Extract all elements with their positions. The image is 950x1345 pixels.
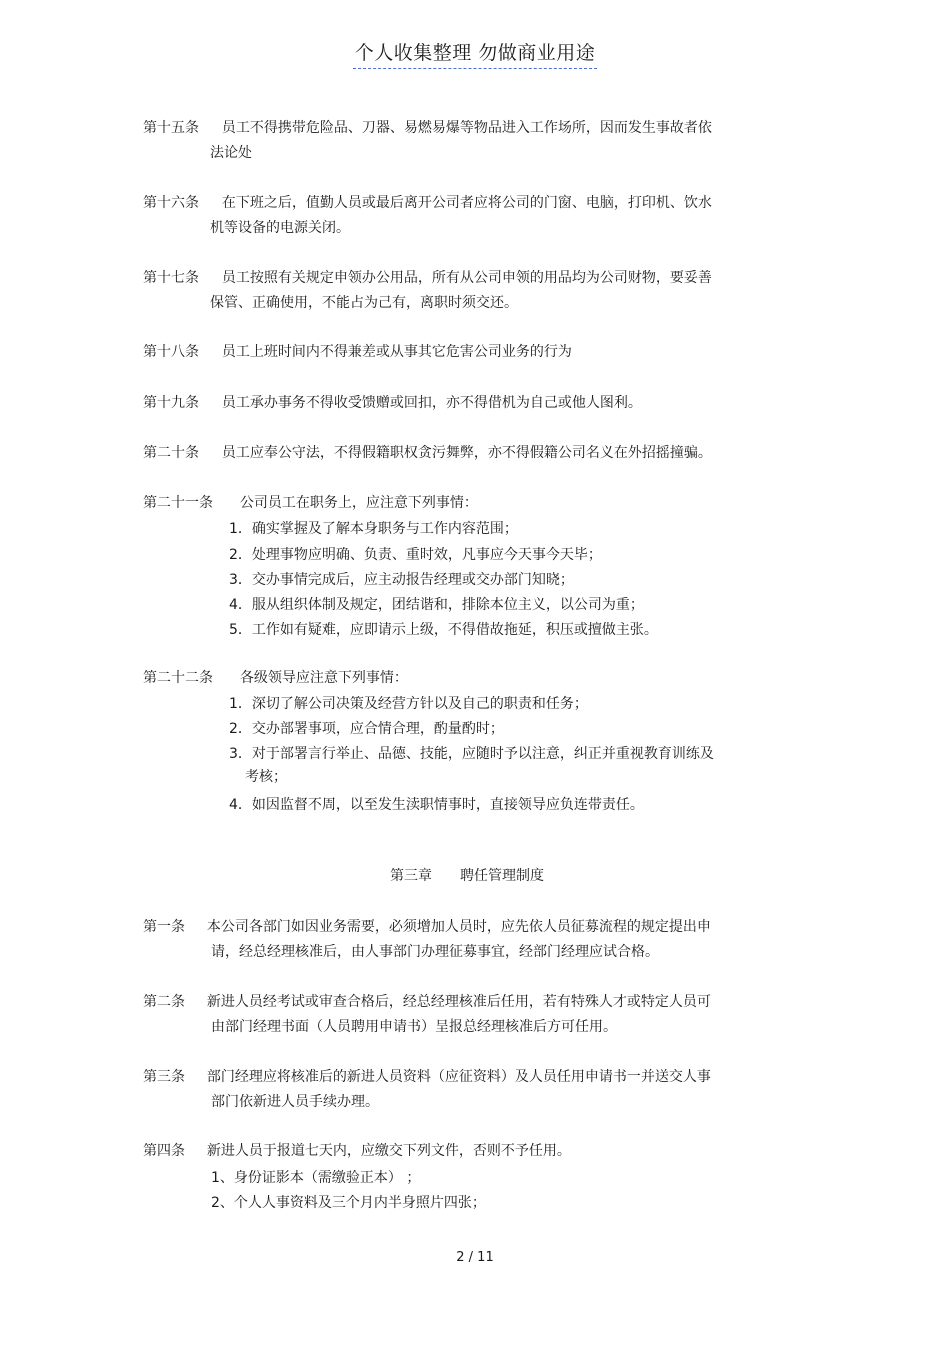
- article-21-label: 第二十一条: [143, 495, 213, 511]
- article-22-item-3-cont: 考核；: [245, 769, 287, 785]
- chapter-title: 聘任管理制度: [460, 868, 544, 884]
- chapter3-article-4-line-1: [143, 1141, 571, 1161]
- article-17-line-2: 保管、正确使用，不能占为己有，离职时须交还。: [210, 295, 518, 311]
- article-16-line-2: 机等设备的电源关闭。: [210, 220, 350, 236]
- article-22-item-1: 1．深切了解公司决策及经营方针以及自己的职责和任务；: [229, 696, 588, 712]
- chapter3-article-3-text: 部门经理应将核准后的新进人员资料（应征资料）及人员任用申请书一并送交人事: [206, 1069, 711, 1085]
- article-20-line-1: [143, 443, 712, 463]
- article-15-label: 第十五条: [143, 120, 199, 136]
- article-16-line-1: [143, 193, 712, 213]
- article-17-label: 第十七条: [143, 270, 199, 286]
- article-15-line-1: [143, 118, 712, 138]
- chapter-number: 第三章: [390, 868, 432, 884]
- chapter3-article-4-item-2: 2、个人人事资料及三个月内半身照片四张；: [211, 1195, 486, 1211]
- article-20-label: 第二十条: [143, 445, 199, 461]
- article-21-item-3: 3．交办事情完成后，应主动报告经理或交办部门知晓；: [229, 572, 574, 588]
- article-22-item-2: 2．交办部署事项，应合情合理，酌量酌时；: [229, 721, 504, 737]
- article-21-line-1: [143, 493, 478, 513]
- article-20-text: 员工应奉公守法，不得假籍职权贪污舞弊，亦不得假籍公司名义在外招摇撞骗。: [221, 445, 712, 461]
- article-22-label: 第二十二条: [143, 670, 213, 686]
- article-17-text: 员工按照有关规定申领办公用品，所有从公司申领的用品均为公司财物，要妥善: [221, 270, 712, 286]
- article-18-line-1: [143, 342, 572, 362]
- page-number: 2 / 11: [456, 1250, 494, 1265]
- article-22-item-4: 4．如因监督不周，以至发生渎职情事时，直接领导应负连带责任。: [229, 797, 644, 813]
- article-19-line-1: [143, 393, 642, 413]
- article-22-text: 各级领导应注意下列事情：: [239, 670, 408, 686]
- chapter3-article-1-line-1: [143, 917, 711, 937]
- article-16-text: 在下班之后，值勤人员或最后离开公司者应将公司的门窗、电脑，打印机、饮水: [221, 195, 712, 211]
- header-title: 个人收集整理 勿做商业用途: [353, 42, 598, 69]
- article-15-line-2: 法论处: [210, 145, 252, 161]
- article-21-item-4: 4．服从组织体制及规定，团结谐和，排除本位主义，以公司为重；: [229, 597, 644, 613]
- chapter3-article-2-line-1: [143, 992, 711, 1012]
- article-21-item-5: 5．工作如有疑难，应即请示上级，不得借故拖延，积压或擅做主张。: [229, 622, 658, 638]
- chapter3-article-1-line-2: 请，经总经理核准后，由人事部门办理征募事宜，经部门经理应试合格。: [211, 944, 659, 960]
- article-22-item-3: 3．对于部署言行举止、品德、技能，应随时予以注意，纠正并重视教育训练及: [229, 746, 714, 762]
- chapter3-article-3-line-2: 部门依新进人员手续办理。: [211, 1094, 379, 1110]
- chapter-heading: [390, 866, 544, 886]
- chapter3-article-3-line-1: [143, 1067, 711, 1087]
- chapter3-article-4-item-1: 1、身份证影本（需缴验正本） ；: [211, 1170, 421, 1186]
- chapter3-article-4-text: 新进人员于报道七天内，应缴交下列文件，否则不予任用。: [206, 1143, 571, 1159]
- chapter3-article-3-label: 第三条: [143, 1069, 185, 1085]
- chapter3-article-1-text: 本公司各部门如因业务需要，必须增加人员时，应先依人员征募流程的规定提出申: [206, 919, 711, 935]
- page-header: [0, 38, 950, 65]
- article-21-item-2: 2．处理事物应明确、负责、重时效，凡事应今天事今天毕；: [229, 547, 602, 563]
- article-18-text: 员工上班时间内不得兼差或从事其它危害公司业务的行为: [221, 344, 572, 360]
- article-18-label: 第十八条: [143, 344, 199, 360]
- chapter3-article-2-label: 第二条: [143, 994, 185, 1010]
- chapter3-article-4-label: 第四条: [143, 1143, 185, 1159]
- article-15-text: 员工不得携带危险品、刀器、易燃易爆等物品进入工作场所，因而发生事故者依: [221, 120, 712, 136]
- chapter3-article-2-line-2: 由部门经理书面（人员聘用申请书）呈报总经理核准后方可任用。: [211, 1019, 617, 1035]
- chapter3-article-1-label: 第一条: [143, 919, 185, 935]
- article-19-label: 第十九条: [143, 395, 199, 411]
- chapter3-article-2-text: 新进人员经考试或审查合格后，经总经理核准后任用，若有特殊人才或特定人员可: [206, 994, 711, 1010]
- article-21-item-1: 1．确实掌握及了解本身职务与工作内容范围；: [229, 521, 518, 537]
- article-17-line-1: [143, 268, 712, 288]
- article-22-line-1: [143, 668, 408, 688]
- article-19-text: 员工承办事务不得收受馈赠或回扣，亦不得借机为自己或他人图利。: [221, 395, 642, 411]
- article-21-text: 公司员工在职务上，应注意下列事情：: [239, 495, 478, 511]
- article-16-label: 第十六条: [143, 195, 199, 211]
